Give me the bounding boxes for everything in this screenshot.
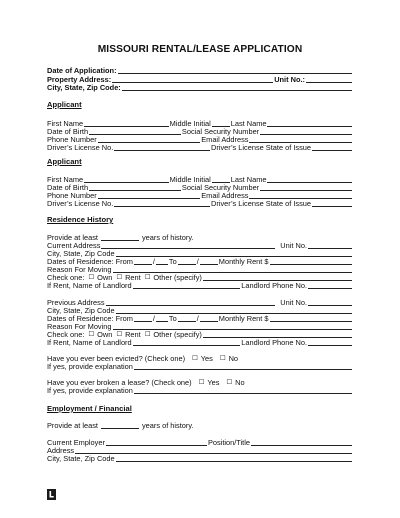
ssn-label: Social Security Number — [181, 183, 260, 192]
current-city-field[interactable] — [116, 250, 352, 257]
current-employer-field[interactable] — [106, 439, 207, 446]
dates-from-label: Dates of Residence: From — [47, 257, 133, 266]
residence-history-heading: Residence History — [47, 215, 114, 224]
date-of-application-field[interactable] — [118, 67, 352, 74]
landlord-phone-label: Landlord Phone No. — [241, 281, 307, 290]
date-separator: / — [196, 257, 199, 266]
applicant-1-heading: Applicant — [47, 100, 82, 109]
checkbox-icon[interactable]: ☐ — [88, 274, 95, 281]
years-of-history-label: years of history. — [141, 421, 194, 430]
address-label: Address — [47, 446, 75, 455]
phone-label: Phone Number — [47, 191, 97, 200]
dates-from-label: Dates of Residence: From — [47, 314, 133, 323]
middle-initial-label: Middle Initial — [169, 119, 211, 128]
ssn-label: Social Security Number — [181, 127, 260, 136]
middle-initial-label: Middle Initial — [169, 175, 211, 184]
position-title-field[interactable] — [251, 439, 352, 446]
city-state-zip-field[interactable] — [122, 84, 352, 91]
current-monthly-rent-field[interactable] — [270, 258, 352, 265]
checkbox-icon[interactable]: ☐ — [219, 355, 226, 362]
previous-address-label: Previous Address — [47, 298, 105, 307]
checkbox-icon[interactable]: ☐ — [116, 331, 123, 338]
current-landlord-phone-field[interactable] — [308, 282, 352, 289]
email-label: Email Address — [201, 191, 249, 200]
date-of-application-row — [47, 66, 353, 75]
yes-label: Yes — [200, 354, 213, 363]
license-no-field[interactable] — [114, 144, 210, 151]
date-separator: / — [196, 314, 199, 323]
current-to-year-field[interactable] — [200, 258, 218, 265]
checkbox-icon[interactable]: ☐ — [192, 355, 198, 362]
explain-label: If yes, provide explanation — [47, 362, 133, 371]
landlord-name-label: If Rent, Name of Landlord — [47, 338, 132, 347]
current-unit-no-field[interactable] — [308, 242, 352, 249]
middle-initial-field[interactable] — [212, 176, 230, 183]
last-name-field[interactable] — [267, 176, 352, 183]
license-state-field[interactable] — [312, 200, 352, 207]
applicant-1-license-row — [47, 143, 353, 152]
license-state-field[interactable] — [312, 144, 352, 151]
previous-other-field[interactable] — [203, 331, 352, 338]
checkbox-icon[interactable]: ☐ — [144, 274, 151, 281]
first-name-label: First Name — [47, 175, 84, 184]
checkbox-icon[interactable]: ☐ — [88, 331, 95, 338]
previous-city-field[interactable] — [116, 307, 352, 314]
broken-lease-explain-row — [47, 386, 353, 395]
explain-label: If yes, provide explanation — [47, 386, 133, 395]
first-name-label: First Name — [47, 119, 84, 128]
position-title-label: Position/Title — [207, 438, 250, 447]
license-no-label: Driver’s License No. — [47, 143, 114, 152]
provide-at-least-label: Provide at least — [47, 421, 98, 430]
city-state-zip-row — [47, 83, 353, 92]
date-of-birth-label: Date of Birth — [47, 127, 89, 136]
checkbox-icon[interactable]: ☐ — [116, 274, 123, 281]
date-separator: / — [152, 257, 155, 266]
rent-label: Rent — [125, 330, 141, 339]
unit-no-label: Unit No. — [280, 241, 307, 250]
applicant-2-heading: Applicant — [47, 157, 82, 166]
reason-label: Reason For Moving — [47, 265, 112, 274]
no-label: No — [228, 354, 239, 363]
years-of-history-label: years of history. — [141, 233, 194, 242]
own-label: Own — [97, 273, 113, 282]
employer-address-field[interactable] — [75, 447, 352, 454]
current-landlord-row — [47, 281, 353, 290]
rent-label: Rent — [125, 273, 141, 282]
employer-city-row — [47, 454, 353, 463]
previous-address-field[interactable] — [106, 299, 276, 306]
license-state-label: Driver’s License State of Issue — [211, 199, 311, 208]
to-label: To — [168, 257, 177, 266]
middle-initial-field[interactable] — [212, 120, 230, 127]
unit-no-label: Unit No. — [280, 298, 307, 307]
evicted-explain-field[interactable] — [134, 363, 352, 370]
broken-lease-explain-field[interactable] — [134, 387, 352, 394]
broken-lease-question: Have you ever broken a lease? (Check one) — [47, 378, 192, 387]
date-of-birth-label: Date of Birth — [47, 183, 89, 192]
checkbox-icon[interactable]: ☐ — [198, 379, 205, 386]
date-separator: / — [152, 314, 155, 323]
first-name-field[interactable] — [84, 120, 169, 127]
date-of-birth-field[interactable] — [89, 184, 181, 191]
phone-label: Phone Number — [47, 135, 97, 144]
check-one-label: Check one: — [47, 330, 85, 339]
city-state-zip-label: City, State, Zip Code — [47, 454, 115, 463]
property-address-label: Property Address: — [47, 75, 112, 84]
current-other-field[interactable] — [203, 274, 352, 281]
license-no-field[interactable] — [114, 200, 210, 207]
applicant-2-license-row — [47, 199, 353, 208]
license-no-label: Driver’s License No. — [47, 199, 114, 208]
previous-landlord-row — [47, 338, 353, 347]
yes-label: Yes — [207, 378, 220, 387]
monthly-rent-label: Monthly Rent $ — [218, 314, 269, 323]
previous-from-month-field[interactable] — [134, 315, 152, 322]
current-from-month-field[interactable] — [134, 258, 152, 265]
employment-years-field[interactable] — [101, 422, 139, 429]
other-label: Other (specify) — [153, 330, 202, 339]
to-label: To — [168, 314, 177, 323]
checkbox-icon[interactable]: ☐ — [144, 331, 151, 338]
other-label: Other (specify) — [153, 273, 202, 282]
previous-landlord-name-field[interactable] — [133, 339, 241, 346]
email-field[interactable] — [249, 192, 352, 199]
landlord-phone-label: Landlord Phone No. — [241, 338, 307, 347]
legal-templates-logo-icon — [47, 489, 56, 500]
evicted-explain-row — [47, 362, 353, 371]
previous-to-month-field[interactable] — [178, 315, 196, 322]
current-to-month-field[interactable] — [178, 258, 196, 265]
employer-city-field[interactable] — [116, 455, 352, 462]
current-from-year-field[interactable] — [156, 258, 168, 265]
current-address-label: Current Address — [47, 241, 101, 250]
employment-heading: Employment / Financial — [47, 404, 132, 413]
current-landlord-name-field[interactable] — [133, 282, 241, 289]
previous-unit-no-field[interactable] — [308, 299, 352, 306]
employment-years-row — [47, 421, 353, 430]
city-state-zip-label: City, State, Zip Code — [47, 306, 115, 315]
email-field[interactable] — [249, 136, 352, 143]
previous-landlord-phone-field[interactable] — [308, 339, 352, 346]
city-state-zip-label: City, State, Zip Code: — [47, 83, 121, 92]
unit-no-field[interactable] — [306, 76, 352, 83]
phone-field[interactable] — [98, 136, 201, 143]
checkbox-icon[interactable]: ☐ — [226, 379, 233, 386]
unit-no-label: Unit No.: — [274, 75, 305, 84]
provide-at-least-label: Provide at least — [47, 233, 98, 242]
evicted-question: Have you ever been evicted? (Check one) — [47, 354, 186, 363]
previous-to-year-field[interactable] — [200, 315, 218, 322]
property-address-field[interactable] — [112, 76, 273, 83]
previous-monthly-rent-field[interactable] — [270, 315, 352, 322]
current-reason-field[interactable] — [113, 266, 353, 273]
current-employer-label: Current Employer — [47, 438, 105, 447]
reason-label: Reason For Moving — [47, 322, 112, 331]
last-name-field[interactable] — [267, 120, 352, 127]
first-name-field[interactable] — [84, 176, 169, 183]
residence-years-field[interactable] — [101, 234, 139, 241]
date-of-application-label: Date of Application: — [47, 66, 117, 75]
monthly-rent-label: Monthly Rent $ — [218, 257, 269, 266]
last-name-label: Last Name — [230, 119, 267, 128]
ssn-field[interactable] — [260, 184, 352, 191]
own-label: Own — [97, 330, 113, 339]
city-state-zip-label: City, State, Zip Code — [47, 249, 115, 258]
landlord-name-label: If Rent, Name of Landlord — [47, 281, 132, 290]
phone-field[interactable] — [98, 192, 201, 199]
current-address-field[interactable] — [101, 242, 275, 249]
email-label: Email Address — [201, 135, 249, 144]
no-label: No — [235, 378, 245, 387]
date-of-birth-field[interactable] — [89, 128, 181, 135]
check-one-label: Check one: — [47, 273, 85, 282]
previous-reason-field[interactable] — [113, 323, 353, 330]
last-name-label: Last Name — [230, 175, 267, 184]
license-state-label: Driver’s License State of Issue — [211, 143, 311, 152]
previous-from-year-field[interactable] — [156, 315, 168, 322]
document-title: MISSOURI RENTAL/LEASE APPLICATION — [97, 44, 303, 55]
ssn-field[interactable] — [260, 128, 352, 135]
